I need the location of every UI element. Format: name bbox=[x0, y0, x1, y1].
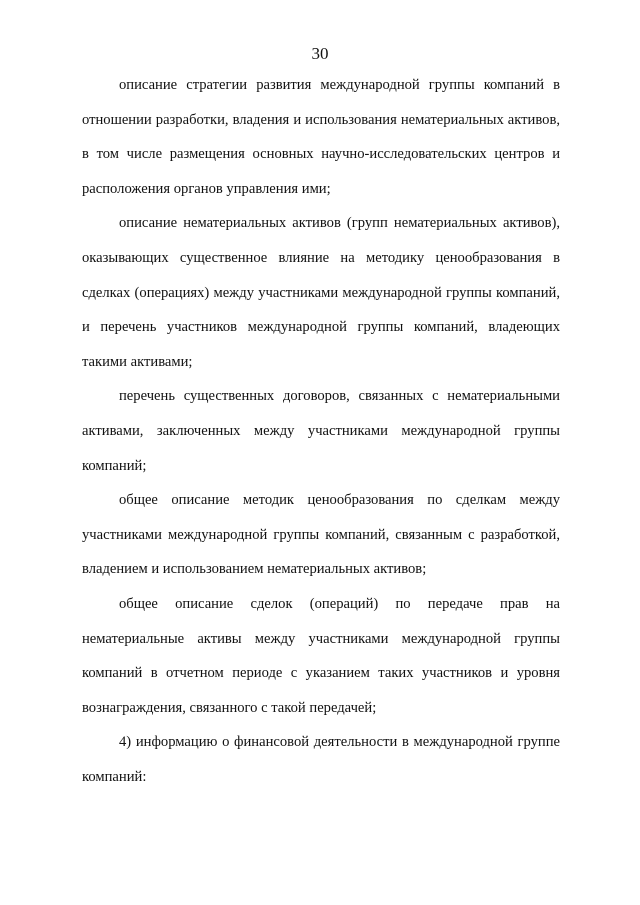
page-number: 30 bbox=[311, 44, 329, 63]
paragraph-ip-description: описание нематериальных активов (групп нематериальных активов), оказывающих существенное влияние на методику ценообразования в сделках (операциях) между участниками международной группы компаний, и перечень участников международной группы компаний, владеющих такими активами; bbox=[82, 215, 560, 370]
paragraph-ip-agreements: перечень существенных договоров, связанных с нематериальными активами, заключенных между участниками международной группы компаний; bbox=[82, 388, 560, 474]
paragraph-rights-transfer: общее описание сделок (операций) по передаче прав на нематериальные активы между участниками международной группы компаний в отчетном периоде с указанием таких участников и уровня вознаграждения, связанного с такой передачей; bbox=[82, 595, 560, 716]
paragraph-ip-strategy: описание стратегии развития международной группы компаний в отношении разработки, владения и использования нематериальных активов, в том числе размещения основных научно-исследовательских центров и расположения органов управления ими; bbox=[82, 77, 560, 197]
document-body bbox=[82, 68, 560, 794]
paragraph-financial-activity: 4) информацию о финансовой деятельности в международной группе компаний: bbox=[82, 734, 560, 785]
paragraph-pricing-methods: общее описание методик ценообразования по сделкам между участниками международной группы компаний, связанным с разработкой, владением и использованием нематериальных активов; bbox=[82, 492, 560, 578]
